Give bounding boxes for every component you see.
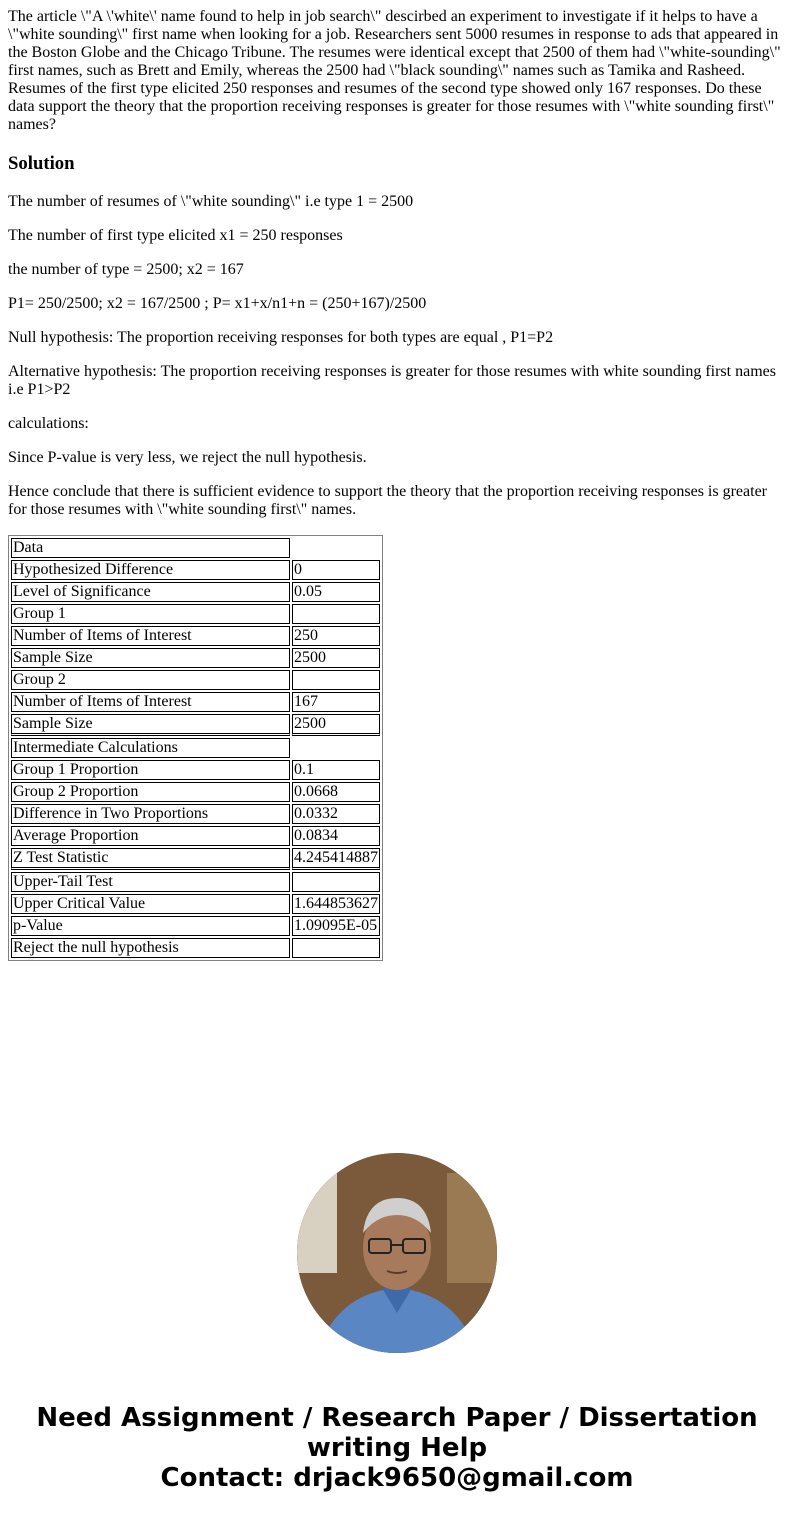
footer-line-2: writing Help xyxy=(306,1433,488,1463)
promo-footer xyxy=(0,1403,794,1493)
row-label: Group 1 Proportion xyxy=(11,760,290,780)
row-value xyxy=(292,538,380,558)
row-label: Hypothesized Difference xyxy=(11,560,290,580)
table-row xyxy=(11,916,380,936)
solution-line: calculations: xyxy=(8,415,89,432)
table-row xyxy=(11,938,380,958)
table-row xyxy=(11,670,380,690)
person-portrait-icon xyxy=(297,1153,497,1353)
table-row xyxy=(11,872,380,892)
row-label: Upper Critical Value xyxy=(11,894,290,914)
author-photo xyxy=(297,1153,497,1353)
row-label: Level of Significance xyxy=(11,582,290,602)
table-row xyxy=(11,826,380,846)
table-row xyxy=(11,804,380,824)
row-label: Z Test Statistic xyxy=(11,848,290,870)
row-value: 2500 xyxy=(292,714,380,736)
footer-contact: Contact: drjack9650@gmail.com xyxy=(160,1463,634,1493)
table-row xyxy=(11,626,380,646)
row-label: Group 1 xyxy=(11,604,290,624)
solution-line: Alternative hypothesis: The proportion receiving responses is greater for those resumes with white sounding first names i.e P1>P2 xyxy=(8,363,776,398)
row-label: Number of Items of Interest xyxy=(11,626,290,646)
row-value: 2500 xyxy=(292,648,380,668)
row-value xyxy=(292,604,380,624)
row-value xyxy=(292,872,380,892)
row-label: Intermediate Calculations xyxy=(11,738,290,758)
row-label: Difference in Two Proportions xyxy=(11,804,290,824)
row-value xyxy=(292,938,380,958)
row-value: 0.0834 xyxy=(292,826,380,846)
table-row xyxy=(11,692,380,712)
row-value: 1.644853627 xyxy=(294,895,378,912)
row-label: Number of Items of Interest xyxy=(11,692,290,712)
table-row xyxy=(11,538,380,558)
footer-line-1: Need Assignment / Research Paper / Dissertation xyxy=(36,1403,758,1433)
table-row xyxy=(11,582,380,602)
solution-line: Hence conclude that there is sufficient evidence to support the theory that the proportion receiving responses is greater for those resumes with \"white sounding first\" names. xyxy=(8,483,767,518)
row-value: 250 xyxy=(292,626,380,646)
row-value: 0 xyxy=(292,560,380,580)
row-value: 0.0668 xyxy=(292,782,380,802)
row-label: Reject the null hypothesis xyxy=(11,938,290,958)
row-label: Sample Size xyxy=(11,714,290,736)
table-row xyxy=(11,560,380,580)
solution-line: P1= 250/2500; x2 = 167/2500 ; P= x1+x/n1+n = (250+167)/2500 xyxy=(8,295,427,312)
row-label: Data xyxy=(11,538,290,558)
table-row xyxy=(11,604,380,624)
row-label: Sample Size xyxy=(11,648,290,668)
question-text: The article \"A \'white\' name found to help in job search\" descirbed an experiment to investigate if it helps to have a \"white sounding\" first name when looking for a job. Researchers sent 5000 resumes in response to ads that appeared in the Boston Globe and the Chicago Tribune. The resumes were identical except that 2500 of them had \"white-sounding\" first names, such as Brett and Emily, whereas the 2500 had \"black sounding\" names such as Tamika and Rasheed. Resumes of the first type elicited 250 responses and resumes of the second type showed only 167 responses. Do these data support the theory that the proportion receiving responses is greater for those resumes with \"white sounding first\" names? xyxy=(8,8,781,133)
solution-line: Since P-value is very less, we reject the null hypothesis. xyxy=(8,449,367,466)
solution-line: The number of first type elicited x1 = 250 responses xyxy=(8,227,343,244)
row-label: Group 2 xyxy=(11,670,290,690)
row-value xyxy=(292,738,380,758)
solution-heading: Solution xyxy=(8,153,75,174)
row-label: Upper-Tail Test xyxy=(11,872,290,892)
table-row xyxy=(11,714,380,736)
table-row xyxy=(11,894,380,914)
row-label: p-Value xyxy=(11,916,290,936)
row-value: 0.0332 xyxy=(292,804,380,824)
row-value: 167 xyxy=(292,692,380,712)
table-row xyxy=(11,848,380,870)
solution-line: The number of resumes of \"white sounding\" i.e type 1 = 2500 xyxy=(8,193,414,210)
table-row xyxy=(11,738,380,758)
row-value: 0.05 xyxy=(292,582,380,602)
row-value: 0.1 xyxy=(292,760,380,780)
row-label: Group 2 Proportion xyxy=(11,782,290,802)
table-row xyxy=(11,782,380,802)
row-label: Average Proportion xyxy=(11,826,290,846)
row-value xyxy=(292,670,380,690)
solution-line: Null hypothesis: The proportion receiving responses for both types are equal , P1=P2 xyxy=(8,329,554,346)
row-value: 4.245414887 xyxy=(292,848,380,870)
solution-line: the number of type = 2500; x2 = 167 xyxy=(8,261,244,278)
table-row xyxy=(11,760,380,780)
table-row xyxy=(11,648,380,668)
results-table xyxy=(8,535,383,961)
row-value: 1.09095E-05 xyxy=(292,916,380,936)
